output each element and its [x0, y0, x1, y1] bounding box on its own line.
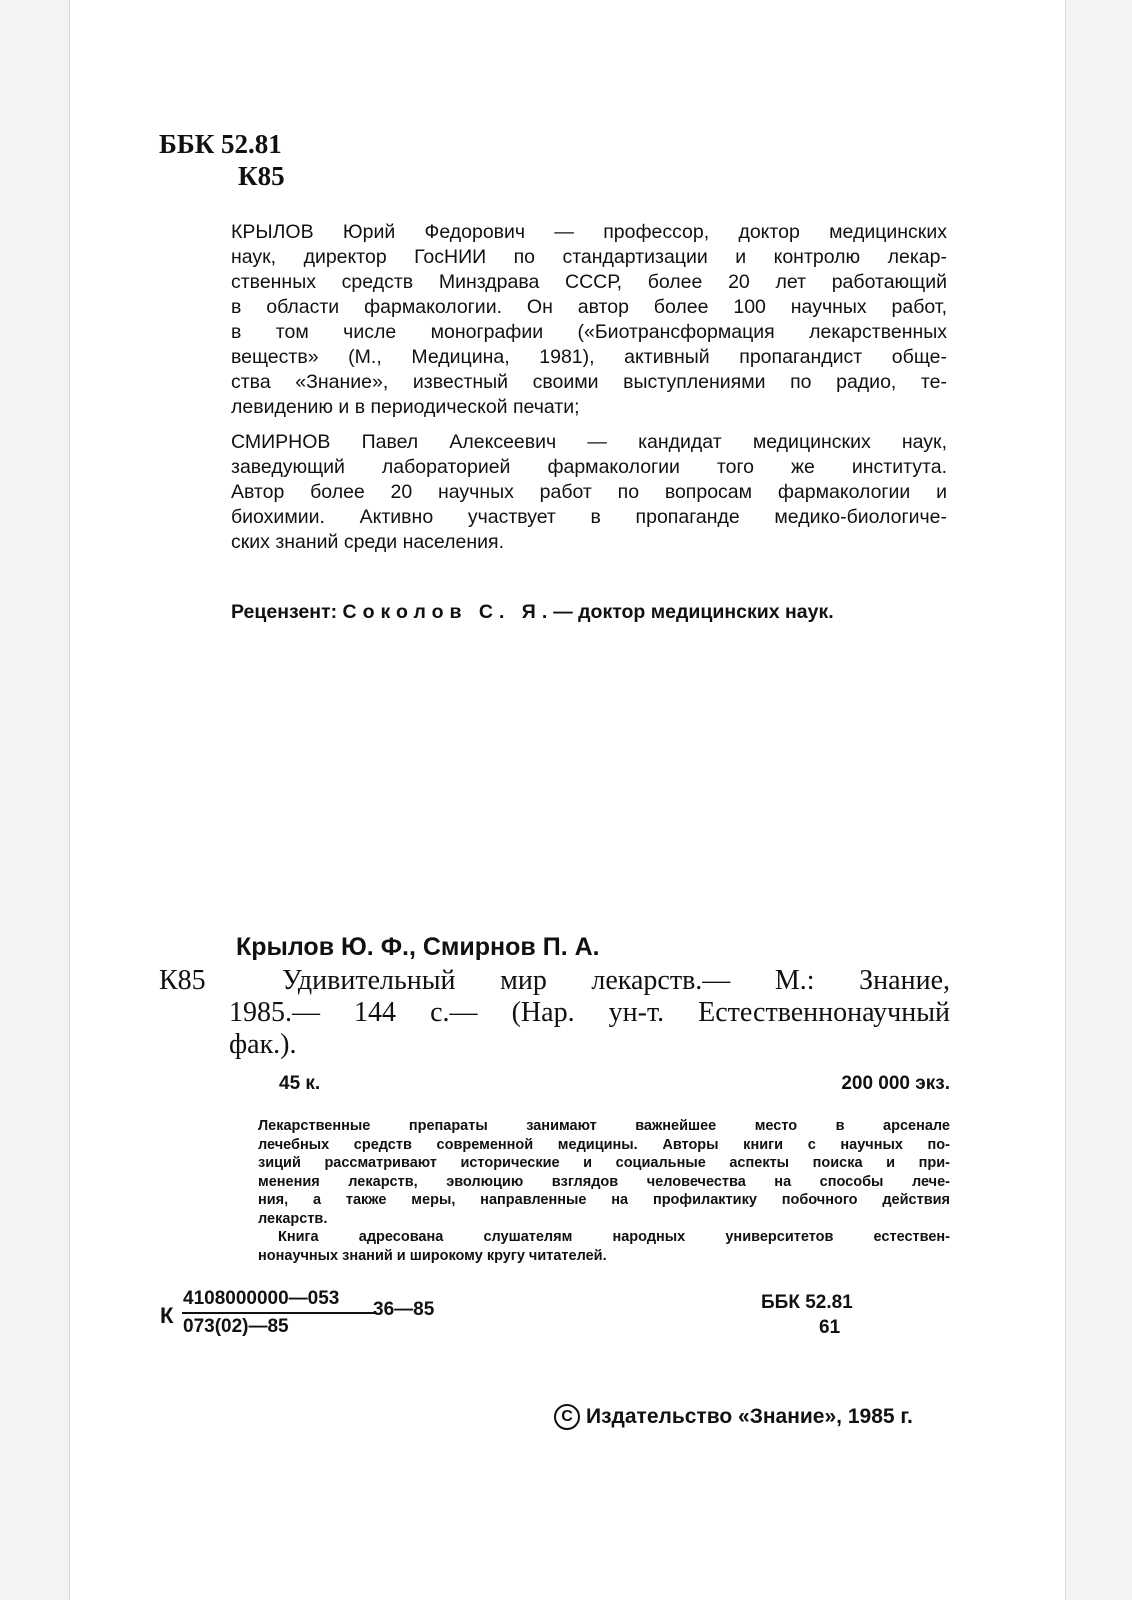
- bbk-code: ББК 52.81: [159, 129, 282, 159]
- code-suffix: 36—85: [373, 1299, 435, 1320]
- annotation-line: Лекарственные препараты занимают важнейшее место в арсенале: [258, 1118, 950, 1134]
- annotation-line: лекарств.: [258, 1210, 328, 1227]
- catalog-description: [229, 965, 950, 1061]
- catalog-authors: Крылов Ю. Ф., Смирнов П. А.: [236, 933, 600, 961]
- reviewer-line: [231, 601, 834, 624]
- code-denominator: 073(02)—85: [183, 1316, 289, 1337]
- annotation-line: ния, а также меры, направленные на профилактику побочного действия: [258, 1192, 950, 1208]
- reviewer-label: Рецензент:: [231, 601, 338, 623]
- bio-line: в области фармакологии. Он автор более 100 научных работ,: [231, 296, 947, 318]
- bio-line: ственных средств Минздрава СССР, более 20 лет работающий: [231, 271, 947, 293]
- bio-line: левидению и в периодической печати;: [231, 396, 580, 418]
- bio-krylov: [231, 220, 947, 420]
- bio-line: СМИРНОВ Павел Алексеевич — кандидат медицинских наук,: [231, 431, 947, 453]
- copyright-icon: C: [554, 1404, 580, 1430]
- bio-line: ства «Знание», известный своими выступлениями по радио, те-: [231, 371, 947, 393]
- bio-smirnov: [231, 430, 947, 555]
- catalog-line: 1985.— 144 с.— (Нар. ун-т. Естественнонаучный: [229, 997, 950, 1028]
- code-letter: К: [160, 1303, 174, 1328]
- reviewer-title: — доктор медицинских наук.: [553, 601, 834, 623]
- catalog-mark: К85: [159, 965, 206, 996]
- author-mark: К85: [238, 161, 285, 191]
- annotation-line: Книга адресована слушателям народных университетов естествен-: [278, 1229, 950, 1245]
- code-numerator: 4108000000—053: [183, 1288, 340, 1309]
- price: 45 к.: [279, 1073, 321, 1094]
- annotation-line: лечебных средств современной медицины. Авторы книги с научных по-: [258, 1136, 950, 1153]
- annotation-line: менения лекарств, эволюцию взглядов человечества на способы лече-: [258, 1173, 950, 1190]
- book-page: [69, 0, 1066, 1600]
- bio-line: биохимии. Активно участвует в пропаганде медико-биологиче-: [231, 506, 947, 528]
- bio-line: наук, директор ГосНИИ по стандартизации и контролю лекар-: [231, 246, 947, 268]
- bio-line: ских знаний среди населения.: [231, 531, 504, 553]
- bio-line: Автор более 20 научных работ по вопросам фармакологии и: [231, 481, 947, 503]
- print-run: 200 000 экз.: [841, 1073, 950, 1094]
- bbk-bottom: ББК 52.81: [761, 1292, 853, 1313]
- catalog-line: фак.).: [229, 1029, 297, 1060]
- bio-line: в том числе монографии («Биотрансформация лекарственных: [231, 321, 947, 343]
- annotation-line: зиций рассматривают исторические и социальные аспекты поиска и при-: [258, 1155, 950, 1171]
- reviewer-name: Соколов С. Я.: [342, 601, 554, 623]
- annotation-line: нонаучных знаний и широкому кругу читателей.: [258, 1247, 607, 1264]
- catalog-line: Удивительный мир лекарств.— М.: Знание,: [282, 965, 950, 996]
- annotation: [258, 1117, 950, 1265]
- copyright-text: Издательство «Знание», 1985 г.: [586, 1405, 913, 1428]
- copyright-line: [554, 1404, 913, 1430]
- bio-line: веществ» (М., Медицина, 1981), активный пропагандист обще-: [231, 346, 947, 368]
- bbk-bottom-sub: 61: [819, 1317, 841, 1338]
- bio-line: заведующий лабораторией фармакологии того же института.: [231, 456, 947, 478]
- bio-line: КРЫЛОВ Юрий Федорович — профессор, доктор медицинских: [231, 221, 947, 243]
- fraction-line: [182, 1312, 375, 1314]
